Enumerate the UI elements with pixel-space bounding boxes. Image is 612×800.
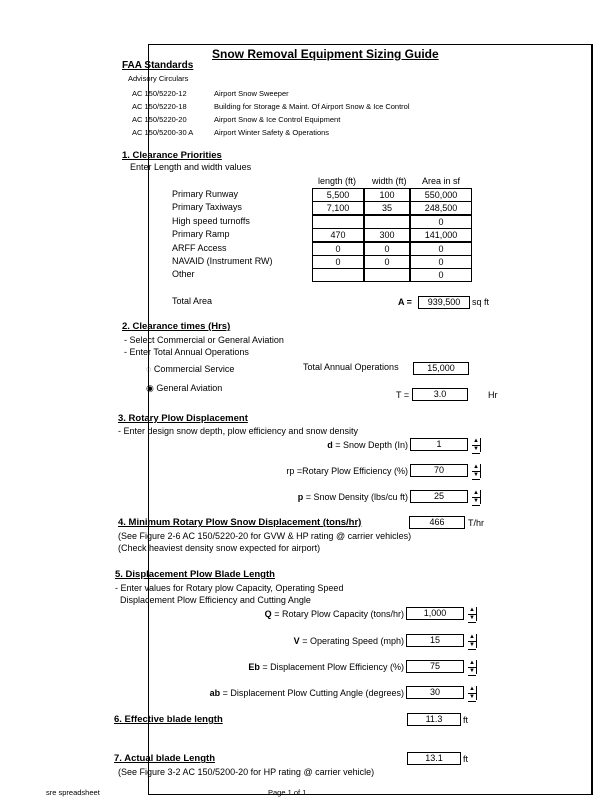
total-label: Total Area bbox=[172, 296, 213, 306]
q-label bbox=[265, 609, 404, 619]
clearance-time-field: 3.0 bbox=[412, 388, 468, 401]
spin-up-icon[interactable]: ▲ bbox=[469, 634, 475, 640]
spin-down-icon[interactable]: ▼ bbox=[469, 668, 475, 674]
width-input[interactable]: 0 bbox=[364, 255, 410, 269]
spin-down-icon[interactable]: ▼ bbox=[469, 642, 475, 648]
p-input[interactable]: 25 bbox=[410, 490, 468, 503]
area-field: 0 bbox=[410, 255, 472, 269]
rp-label: rp =Rotary Plow Efficiency (%) bbox=[286, 466, 408, 476]
ab-spinner[interactable] bbox=[468, 686, 477, 700]
d-label bbox=[327, 440, 408, 450]
t-unit: Hr bbox=[488, 390, 498, 400]
circular-desc: Airport Winter Safety & Operations bbox=[214, 128, 330, 137]
row-label: High speed turnoffs bbox=[172, 215, 250, 226]
ops-label: Total Annual Operations bbox=[303, 362, 399, 372]
spin-up-icon[interactable]: ▲ bbox=[473, 464, 479, 470]
length-input[interactable]: 0 bbox=[312, 242, 364, 256]
length-input[interactable]: 0 bbox=[312, 255, 364, 269]
circular-code: AC 150/5220-20 bbox=[132, 115, 187, 124]
s4-unit: T/hr bbox=[468, 518, 485, 528]
circular-code: AC 150/5220-12 bbox=[132, 89, 187, 98]
s7-note: (See Figure 3-2 AC 150/5200-20 for HP rating @ carrier vehicle) bbox=[118, 767, 375, 777]
radio-unselected-icon: ◌ bbox=[146, 364, 152, 374]
effective-blade-field: 11.3 bbox=[407, 713, 461, 726]
col-length: length (ft) bbox=[318, 176, 357, 186]
advisory-label: Advisory Circulars bbox=[128, 74, 189, 83]
radio-general-aviation[interactable] bbox=[146, 383, 222, 394]
radio-general-label: General Aviation bbox=[156, 383, 223, 393]
var-desc: = Operating Speed (mph) bbox=[299, 636, 404, 646]
var-desc: = Displacement Plow Cutting Angle (degrees) bbox=[220, 688, 404, 698]
eb-input[interactable]: 75 bbox=[406, 660, 464, 673]
radio-commercial-label: Commercial Service bbox=[153, 364, 235, 374]
var-desc: = Snow Depth (In) bbox=[332, 440, 408, 450]
s1-heading: 1. Clearance Priorities bbox=[122, 150, 222, 161]
rp-spinner[interactable] bbox=[472, 464, 481, 478]
s6-unit: ft bbox=[463, 715, 469, 725]
d-input[interactable]: 1 bbox=[410, 438, 468, 451]
s2-line2: - Enter Total Annual Operations bbox=[124, 347, 249, 357]
annual-ops-input[interactable]: 15,000 bbox=[413, 362, 469, 375]
ab-label bbox=[210, 688, 404, 698]
s3-instr: - Enter design snow depth, plow efficiency and snow density bbox=[118, 426, 358, 436]
width-input[interactable] bbox=[364, 215, 410, 229]
p-spinner[interactable] bbox=[472, 490, 481, 504]
length-input[interactable]: 470 bbox=[312, 228, 364, 242]
s4-heading: 4. Minimum Rotary Plow Snow Displacement (tons/hr) bbox=[118, 517, 362, 528]
var-symbol: p bbox=[297, 492, 304, 502]
s7-heading: 7. Actual blade Length bbox=[114, 753, 215, 764]
v-label bbox=[294, 636, 404, 646]
v-spinner[interactable] bbox=[468, 634, 477, 648]
length-input[interactable]: 5,500 bbox=[312, 188, 364, 202]
a-label: A = bbox=[398, 297, 412, 307]
var-symbol: Q bbox=[264, 609, 272, 619]
radio-commercial[interactable] bbox=[146, 364, 234, 374]
var-desc: = Snow Density (lbs/cu ft) bbox=[303, 492, 408, 502]
row-label: Primary Ramp bbox=[172, 229, 230, 240]
width-input[interactable]: 35 bbox=[364, 201, 410, 215]
ab-input[interactable]: 30 bbox=[406, 686, 464, 699]
row-label: Primary Runway bbox=[172, 189, 239, 199]
spin-down-icon[interactable]: ▼ bbox=[473, 472, 479, 478]
col-width: width (ft) bbox=[372, 176, 407, 186]
var-desc: = Rotary Plow Capacity (tons/hr) bbox=[271, 609, 404, 619]
area-field: 0 bbox=[410, 242, 472, 256]
s1-instr: Enter Length and width values bbox=[130, 162, 252, 172]
circular-code: AC 150/5200-30 A bbox=[132, 128, 194, 137]
spin-down-icon[interactable]: ▼ bbox=[473, 498, 479, 504]
eb-spinner[interactable] bbox=[468, 660, 477, 674]
circular-desc: Airport Snow Sweeper bbox=[214, 89, 289, 98]
q-input[interactable]: 1,000 bbox=[406, 607, 464, 620]
displacement-field: 466 bbox=[409, 516, 465, 529]
spin-down-icon[interactable]: ▼ bbox=[473, 446, 479, 452]
area-field: 0 bbox=[410, 268, 472, 282]
row-label: NAVAID (Instrument RW) bbox=[172, 256, 273, 266]
area-field: 550,000 bbox=[410, 188, 472, 202]
width-input[interactable]: 300 bbox=[364, 228, 410, 242]
length-input[interactable] bbox=[312, 215, 364, 229]
s2-heading: 2. Clearance times (Hrs) bbox=[122, 321, 231, 332]
v-input[interactable]: 15 bbox=[406, 634, 464, 647]
area-field: 0 bbox=[410, 215, 472, 229]
s7-unit: ft bbox=[463, 754, 469, 764]
area-field: 248,500 bbox=[410, 201, 472, 215]
s4-note2: (Check heaviest density snow expected for airport) bbox=[118, 543, 321, 553]
s2-line1: - Select Commercial or General Aviation bbox=[124, 335, 284, 345]
var-symbol: Eb bbox=[248, 662, 260, 672]
length-input[interactable] bbox=[312, 268, 364, 282]
s4-note1: (See Figure 2-6 AC 150/5220-20 for GVW & HP rating @ carrier vehicles) bbox=[118, 531, 412, 541]
total-unit: sq ft bbox=[472, 297, 490, 307]
s3-heading: 3. Rotary Plow Displacement bbox=[118, 413, 248, 424]
spin-up-icon[interactable]: ▲ bbox=[469, 686, 475, 692]
length-input[interactable]: 7,100 bbox=[312, 201, 364, 215]
var-symbol: ab bbox=[209, 688, 221, 698]
spin-up-icon[interactable]: ▲ bbox=[473, 438, 479, 444]
eb-label bbox=[248, 662, 404, 672]
faa-heading: FAA Standards bbox=[122, 60, 194, 71]
spin-down-icon[interactable]: ▼ bbox=[469, 694, 475, 700]
footer-left: sre spreadsheet bbox=[46, 788, 100, 797]
spin-up-icon[interactable]: ▲ bbox=[473, 490, 479, 496]
d-spinner[interactable] bbox=[472, 438, 481, 452]
q-spinner[interactable] bbox=[468, 607, 477, 621]
var-desc: = Displacement Plow Efficiency (%) bbox=[259, 662, 404, 672]
actual-blade-field: 13.1 bbox=[407, 752, 461, 765]
total-area-field: 939,500 bbox=[418, 296, 470, 309]
var-symbol: V bbox=[293, 636, 300, 646]
col-area: Area in sf bbox=[422, 176, 461, 186]
row-label: Other bbox=[172, 269, 195, 280]
s5-line1: - Enter values for Rotary plow Capacity, Operating Speed bbox=[115, 583, 344, 593]
area-field: 141,000 bbox=[410, 228, 472, 242]
circular-desc: Building for Storage & Maint. Of Airport Snow & Ice Control bbox=[214, 102, 410, 111]
circular-code: AC 150/5220-18 bbox=[132, 102, 187, 111]
radio-selected-icon: ◉ bbox=[146, 383, 154, 393]
page-title: Snow Removal Equipment Sizing Guide bbox=[212, 47, 439, 61]
width-input[interactable] bbox=[364, 268, 410, 282]
row-label: ARFF Access bbox=[172, 242, 227, 253]
spin-up-icon[interactable]: ▲ bbox=[469, 660, 475, 666]
spin-down-icon[interactable]: ▼ bbox=[469, 615, 475, 621]
s5-heading: 5. Displacement Plow Blade Length bbox=[115, 569, 275, 580]
width-input[interactable]: 0 bbox=[364, 242, 410, 256]
p-label bbox=[298, 492, 408, 502]
width-input[interactable]: 100 bbox=[364, 188, 410, 202]
var-symbol: d bbox=[327, 440, 333, 450]
footer-page: Page 1 of 1 bbox=[268, 788, 307, 797]
spin-up-icon[interactable]: ▲ bbox=[469, 607, 475, 613]
s5-line2: Displacement Plow Efficiency and Cutting Angle bbox=[120, 595, 311, 605]
rp-input[interactable]: 70 bbox=[410, 464, 468, 477]
t-label: T = bbox=[396, 390, 410, 400]
circular-desc: Airport Snow & Ice Control Equipment bbox=[214, 115, 341, 124]
row-label: Primary Taxiways bbox=[172, 202, 242, 213]
s6-heading: 6. Effective blade length bbox=[114, 714, 223, 725]
